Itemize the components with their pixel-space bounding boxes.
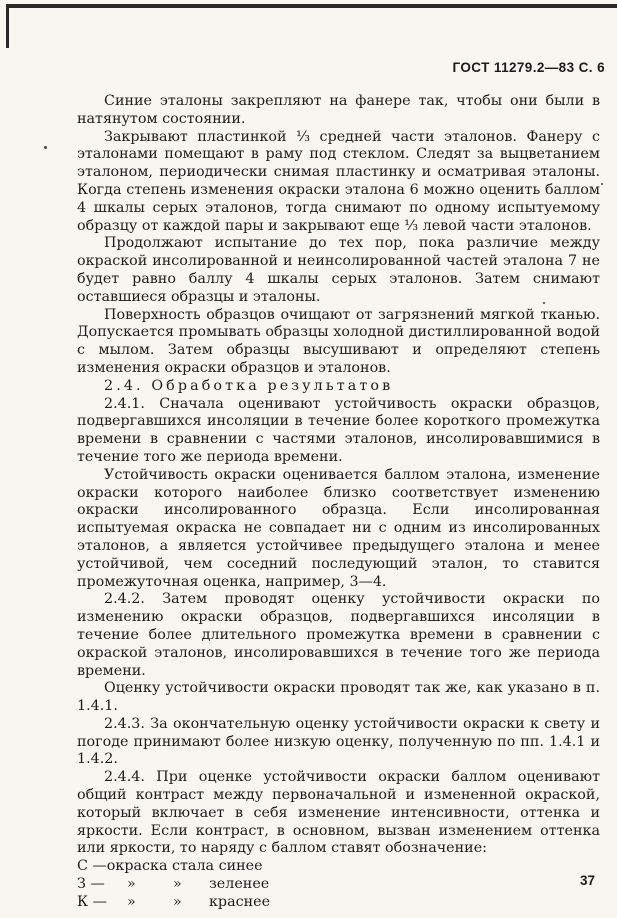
clause-2-4-2-note: Оценку устойчивости окраски проводят так же, как указано в п. 1.4.1. bbox=[77, 680, 600, 715]
paragraph-4: Поверхность образцов очищают от загрязнений мягкой тканью. Допускается промывать образцы холодной дистиллированной водой с мылом. Затем образцы высушивают и определяют степень изменения окраски образцов и эталонов. bbox=[77, 306, 600, 376]
paragraph-1: Синие эталоны закрепляют на фанере так, чтобы они были в натянутом состоянии. bbox=[77, 93, 600, 127]
section-heading: 2.4. Обработка результатов bbox=[104, 377, 394, 394]
legend-ditto: » bbox=[127, 876, 136, 893]
clause-2-4-1: 2.4.1. Сначала оценивают устойчивость окраски образцов, подвергавшихся инсоляции в течение более короткого промежутка времени в сравнении с частями эталонов, инсолировавшимися в течение того же периода времени. bbox=[77, 395, 600, 465]
legend-letter: З — bbox=[77, 876, 105, 893]
document-body bbox=[77, 93, 600, 912]
legend-ditto: » bbox=[127, 893, 136, 910]
legend-ditto: » bbox=[173, 876, 182, 893]
legend-row-green bbox=[77, 876, 600, 894]
clause-2-4-3: 2.4.3. За окончательную оценку устойчивости окраски к свету и погоде принимают более низкую оценку, полученную по пп. 1.4.1 и 1.4.2. bbox=[77, 715, 600, 768]
scan-speck bbox=[543, 302, 545, 304]
legend-ditto: » bbox=[173, 893, 182, 910]
clause-2-4-2: 2.4.2. Затем проводят оценку устойчивости окраски по изменению окраски образцов, подвергавшихся инсоляции в течение более длительного промежутка времени в сравнении с окраской эталонов, инсолировавшихся в течение того же периода времени. bbox=[77, 591, 600, 679]
paragraph-2: Закрывают пластинкой ⅓ средней части эталонов. Фанеру с эталонами помещают в раму под стеклом. Следят за выцветанием эталоном, периодически снимая пластинку и осматривая эталоны. Когда степень изменения окраски эталона 6 можно оценить баллом 4 шкалы серых эталонов, тогда снимают по одному испытуемому образцу от каждой пары и закрывают еще ⅓ левой части эталонов. bbox=[77, 128, 600, 234]
clause-2-4-4: 2.4.4. При оценке устойчивости окраски баллом оценивают общий контраст между первоначальной и измененной окраской, который включает в себя изменение интенсивности, оттенка и яркости. Если контраст, в основном, вызван изменением оттенка или яркости, то наряду с баллом ставят обозначение: bbox=[77, 769, 600, 857]
scan-border-top bbox=[8, 4, 617, 8]
legend-word: краснее bbox=[209, 893, 271, 910]
legend-blue-text: С —окраска стала синее bbox=[77, 858, 263, 875]
clause-2-4-1-rating: Устойчивость окраски оценивается баллом эталона, изменение окраски которого наиболее близко соответствует изменению окраски инсолированного образца. Если инсолированная испытуемая окраска не совпадает ни с одним из инсолированных эталонов, а является устойчивее предыдущего эталона и менее устойчивой, чем соседний последующий эталон, то ставится промежуточная оценка, например, 3—4. bbox=[77, 466, 600, 590]
color-shift-legend bbox=[77, 858, 600, 911]
paragraph-3: Продолжают испытание до тех пор, пока различие между окраской инсолированной и неинсолированной частей эталона 7 не будет равно баллу 4 шкалы серых эталонов. Затем снимают оставшиеся образцы и эталоны. bbox=[77, 235, 600, 305]
page-number: 37 bbox=[579, 873, 595, 888]
scan-speck bbox=[601, 183, 603, 185]
legend-row-blue bbox=[77, 858, 600, 876]
legend-word: зеленее bbox=[209, 876, 270, 893]
standard-header: ГОСТ 11279.2—83 С. 6 bbox=[452, 60, 605, 75]
scan-border-left bbox=[6, 4, 9, 48]
legend-row-red bbox=[77, 894, 600, 912]
scan-speck bbox=[44, 146, 47, 149]
legend-letter: К — bbox=[77, 893, 107, 910]
